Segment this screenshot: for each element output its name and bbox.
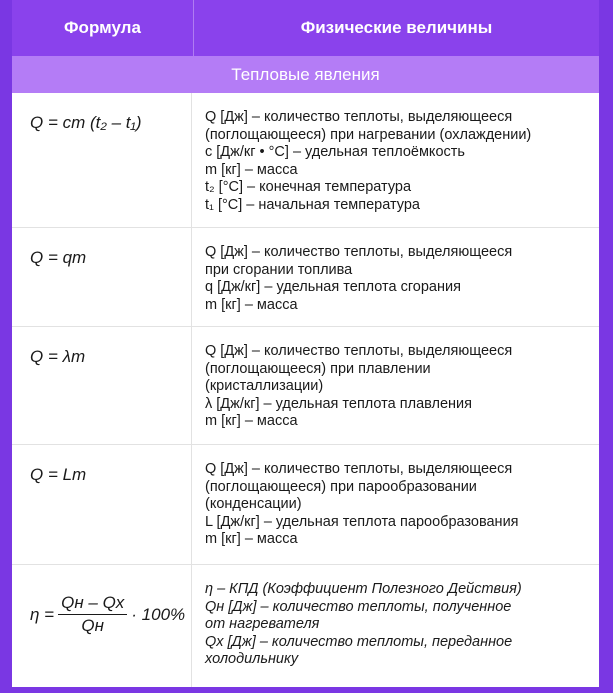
description-line: m [кг] – масса xyxy=(205,413,298,429)
description-line: Qх [Дж] – количество теплоты, переданное xyxy=(205,633,513,650)
formula-right: · 100% xyxy=(131,604,186,624)
description-line: (кристаллизации) xyxy=(205,378,324,394)
description-line: при сгорании топлива xyxy=(205,261,353,278)
description-line: (конденсации) xyxy=(205,496,302,512)
table-row xyxy=(12,445,599,565)
description-line: Q [Дж] – количество теплоты, выделяющееся xyxy=(205,343,513,359)
description-line: t₂ [°С] – конечная температура xyxy=(205,179,412,195)
description-line: холодильнику xyxy=(205,651,299,667)
formula-cell: Q = cm (t₂ – t₁) xyxy=(12,93,192,227)
efficiency-formula xyxy=(30,593,185,636)
description-line: (поглощающееся) при парообразовании xyxy=(205,478,477,495)
description-line: Qн [Дж] – количество теплоты, полученное xyxy=(205,598,512,615)
table-row xyxy=(12,327,599,445)
description-line: m [кг] – масса xyxy=(205,161,298,178)
description-line: q [Дж/кг] – удельная теплота сгорания xyxy=(205,279,461,295)
section-title: Тепловые явления xyxy=(12,56,599,93)
description-line: Q [Дж] – количество теплоты, выделяющееся xyxy=(205,244,513,260)
formula-cell: Q = Lm xyxy=(12,445,192,564)
description-line: λ [Дж/кг] – удельная теплота плавления xyxy=(205,395,472,412)
description-line: L [Дж/кг] – удельная теплота парообразования xyxy=(205,513,519,530)
formula-cell: Q = λm xyxy=(12,327,192,444)
formula-table xyxy=(12,0,599,693)
fraction-denominator: Qн xyxy=(81,616,104,635)
bottom-frame xyxy=(0,687,613,693)
description-cell xyxy=(192,565,599,693)
table-row xyxy=(12,565,599,693)
description-line: η – КПД (Коэффициент Полезного Действия) xyxy=(205,581,522,597)
formula-cell xyxy=(12,565,192,693)
table-row xyxy=(12,228,599,327)
description-line: Q [Дж] – количество теплоты, выделяющееся xyxy=(205,461,513,477)
table-row xyxy=(12,93,599,228)
description-cell xyxy=(192,327,599,444)
header-formula: Формула xyxy=(12,0,194,56)
description-line: от нагревателя xyxy=(205,616,320,632)
fraction-numerator: Qн – Qх xyxy=(58,593,127,615)
formula-left: η = xyxy=(30,604,55,624)
description-cell xyxy=(192,93,599,227)
description-line: (поглощающееся) при нагревании (охлаждении) xyxy=(205,126,532,143)
description-line: m [кг] – масса xyxy=(205,531,298,547)
description-line: c [Дж/кг • °С] – удельная теплоёмкость xyxy=(205,144,465,160)
description-line: (поглощающееся) при плавлении xyxy=(205,360,431,377)
description-line: t₁ [°С] – начальная температура xyxy=(205,196,420,213)
header-quantities: Физические величины xyxy=(300,18,493,37)
table-header xyxy=(12,0,599,56)
fraction xyxy=(58,593,127,636)
description-line: m [кг] – масса xyxy=(205,296,298,313)
description-cell xyxy=(192,445,599,564)
description-line: Q [Дж] – количество теплоты, выделяющееся xyxy=(205,109,513,125)
formula-cell: Q = qm xyxy=(12,228,192,326)
description-cell xyxy=(192,228,599,326)
